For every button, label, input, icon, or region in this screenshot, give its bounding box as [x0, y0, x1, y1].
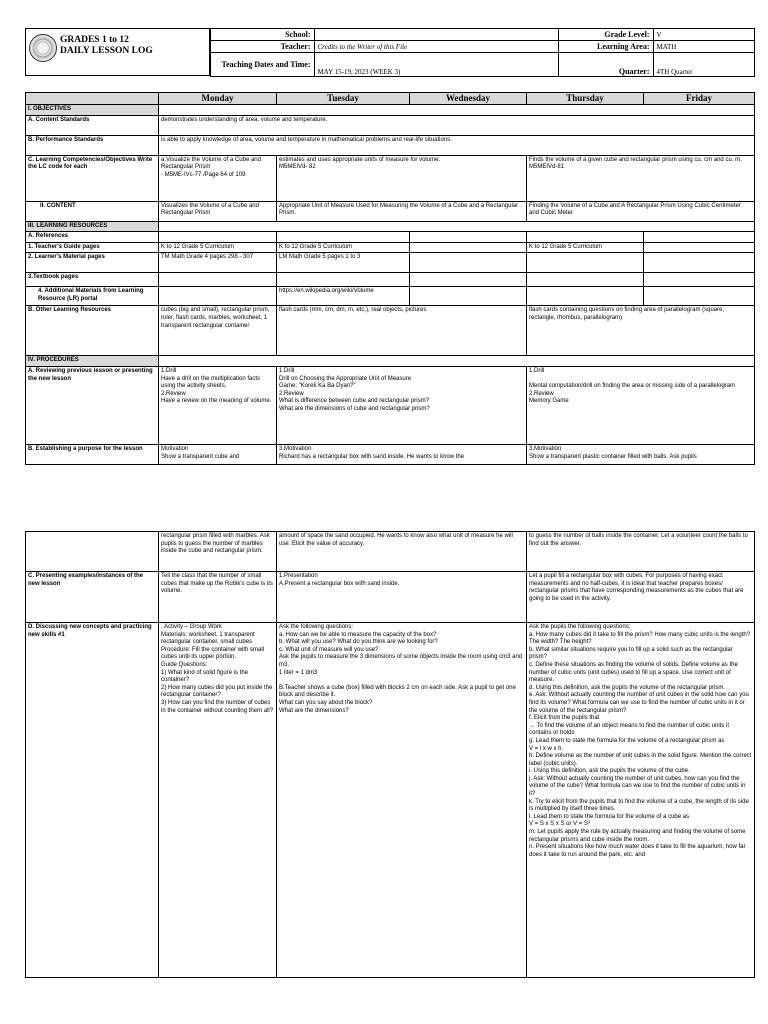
lesson-log-table-page2: [25, 531, 755, 978]
learners-material-monday: TM Math Grade 4 pages 298 - 307: [159, 253, 277, 273]
reviewing-lesson-label: A. Reviewing previous lesson or presenting the new lesson: [26, 366, 159, 444]
discussing-thursday: Ask the pupils the following questions: a. How many cubes did it take to fill the prism? How many cubic units is the length? The width? The height? b. What similar situations require you to fill up a solid such as the rectangular prism? c. Define these situations as finding the volume of solids. Define volume as the number of cubic units (unit cubes) used to fill up a space. Use correct unit of measure. d. Using this definition, ask the pupils the volume of the rectangular prism. e. Ask: Without actually counting the number of unit cubes in the solid how can you find its volume? What formula can we use to find the number of cubic units in it or the volume of the rectangular prism? f. Elicit from the pupils that → To find the volume of an object means to find the number of cubic units it contains or holds g. Lead them to state the formula for the volume of a rectangular prism as V = l x w x h. h. Define volume as the number of unit cubes in the solid figure. Mention the correct label (cubic units). i. Using this definition, ask the pupils the volume of the cube. j. Ask: Without actually counting the number of unit cubes, how can you find the volume of the cube? What formula can we use to find the number of cubic units in it? k. Try to elicit from the pupils that to find the volume of a cube, the length of its side is multiplied by itself three times. l. Lead them to state the formula for the volume of a cube as V = S x S x S or V = S³ m. Let pupils apply the rule by actually measuring and finding the volume of some rectangular prisms and cube inside the room. n. Present situations like how much water does it take to fill the aquarium, how far does it take to run around the park, etc. and: [527, 623, 755, 978]
header-table: [25, 28, 755, 77]
performance-standards-value: is able to apply knowledge of area, volume and temperature in mathematical problems and real-life situations.: [159, 135, 755, 155]
teachers-guide-monday: K to 12 Grade 5 Curriculum: [159, 242, 277, 253]
teacher-value: Credits to the Writer of this File: [314, 41, 558, 53]
content-label: II. CONTENT: [26, 201, 159, 221]
purpose-monday: Motivation Show a transparent cube and: [159, 444, 277, 464]
presenting-examples-label: C. Presenting examples/instances of the new lesson: [26, 572, 159, 623]
learners-material-tuesday: LM Math Grade 5 pages 1 to 3: [277, 253, 410, 273]
corner-cell: [26, 93, 159, 105]
learning-area-value: MATH: [653, 41, 754, 53]
learners-material-label: 2. Learner's Material pages: [26, 253, 159, 273]
other-resources-monday: cubes (big and small), rectangular prism, ruler, flash cards, marbles, worksheet, 1 transparent rectangular container: [159, 306, 277, 356]
teachers-guide-label: 1. Teacher's Guide pages: [26, 242, 159, 253]
lc-monday: a.Visualize the Volume of a Cube and Rectangular Prism - M5ME-IVc-77 /Page 64 of 109: [159, 155, 277, 201]
references-label: A. References: [26, 232, 159, 243]
additional-materials-tuesday[interactable]: https://en.wikipedia.org/wiki/Volume: [277, 287, 410, 306]
other-resources-label: B. Other Learning Resources: [26, 306, 159, 356]
purpose-monday-cont: rectangular prism filled with marbles. Ask pupils to guess the number of marbles inside the cube and rectangular prism.: [159, 532, 277, 572]
lesson-log-table-page1: [25, 92, 755, 465]
teachers-guide-thursday: K to 12 Grade 5 Curriculum: [527, 242, 644, 253]
learning-competencies-label: C. Learning Competencies/Objectives Write the LC code for each: [26, 155, 159, 201]
presenting-thursday: Let a pupil fill a rectangular box with cubes. For purposes of having exact measurements and no half-cubes, it is ideal that teacher prepares boxes/ rectangular prisms that have corresponding measurements as the cubes that are going to be used in the activity.: [527, 572, 755, 623]
purpose-thursday-cont: to guess the number of balls inside the container. Let a volunteer count the balls to find out the answer.: [527, 532, 755, 572]
teacher-label: Teacher:: [210, 41, 314, 53]
learning-resources-heading: III. LEARNING RESOURCES: [26, 221, 159, 232]
purpose-tuesday: 3.Motivation Richard has a rectangular box with sand inside. He wants to know the: [277, 444, 527, 464]
content-tuesday: Appropriate Unit of Measure Used for Measuring the Volume of a Cube and a Rectangular Prism.: [277, 201, 527, 221]
content-monday: Visualizes the Volume of a Cube and Rectangular Prism: [159, 201, 277, 221]
content-standards-value: demonstrates understanding of area, volume and temperature.: [159, 115, 755, 135]
quarter-label: Quarter:: [558, 53, 653, 77]
textbook-pages-label: 3.Textbook pages: [26, 273, 159, 287]
purpose-tuesday-cont: amount of space the sand occupied. He wants to know also what unit of measure he will use. Elicit the value of accuracy.: [277, 532, 527, 572]
other-resources-tuesday: flash cards (mm, cm, dm, m, etc.), real objects, pictures: [277, 306, 527, 356]
grade-level-value: V: [653, 29, 754, 41]
day-header-monday: Monday: [159, 93, 277, 105]
teaching-dates-label: Teaching Dates and Time:: [210, 53, 314, 77]
presenting-monday: Tell the class that the number of small cubes that make up the Rubik's cube is its volume.: [159, 572, 277, 623]
grade-level-label: Grade Level:: [558, 29, 653, 41]
discussing-tuesday: Ask the following questions: a. How can we be able to measure the capacity of the box? b. What will you use? What do you think are we looking for? c. What unit of measure will you use? Ask the pupils to measure the 3 dimensions of some objects inside the room using cm3 and m3. 1 liter = 1 dm3 B.Teacher shows a cube (box) filled with blocks 2 cm on each side. Ask a pupil to get one block and describe it. What can you say about the block? What are the dimensions?: [277, 623, 527, 978]
other-resources-thursday: flash cards containing questions on finding area of parallelogram (square, rectangle, rhombus, parallelogram): [527, 306, 755, 356]
school-value: [314, 29, 558, 41]
reviewing-thursday: 1.Drill Mental computation/drill on finding the area or missing side of a parallelogram 2.Review Memory Game: [527, 366, 755, 444]
reviewing-tuesday: 1.Drill Drill on Choosing the Appropriate Unit of Measure Game: "Korek Ka Ba Dyan?" 2.Review What is difference between cube and rectangular prism? What are the dimensions of cube and rectangular prism?: [277, 366, 527, 444]
day-header-tuesday: Tuesday: [277, 93, 410, 105]
purpose-thursday: 3.Motivation Show a transparent plastic container filled with balls. Ask pupils: [527, 444, 755, 464]
performance-standards-label: B. Performance Standards: [26, 135, 159, 155]
quarter-value: 4TH Quarter: [653, 53, 754, 77]
content-thursday: Finding the Volume of a Cube and A Rectangular Prism Using Cubic Centimeter and Cubic Meter: [527, 201, 755, 221]
lc-thursday: Finds the volume of a given cube and rectangular prism using cu. cm and cu. m. M5MEIVd-81: [527, 155, 755, 201]
reviewing-monday: 1.Drill Have a drill on the multiplication facts using the activity sheets. 2.Review Have a review on the meaning of volume.: [159, 366, 277, 444]
school-label: School:: [210, 29, 314, 41]
presenting-tuesday: 1.Presentation A.Present a rectangular box with sand inside.: [277, 572, 527, 623]
objectives-heading: I. OBJECTIVES: [26, 105, 159, 116]
day-header-wednesday: Wednesday: [410, 93, 527, 105]
teachers-guide-tuesday: K to 12 Grade 5 Curriculum: [277, 242, 410, 253]
establishing-purpose-label: B. Establishing a purpose for the lesson: [26, 444, 159, 464]
lc-tuesday: estimates and uses appropriate units of measure for volume. M5MEIVd- 82: [277, 155, 527, 201]
discussing-monday: . Activity – Group Work Materials: worksheet, 1 transparent rectangular container, small cubes Procedure: Fill the container with small cubes until its upper portion. Guide Questions: 1) What kind of solid figure is the container? 2) How many cubes did you put inside the rectangular container? 3) How can you find the number of cubes in the container without counting them all?: [159, 623, 277, 978]
teaching-dates-value: MAY 15-19, 2023 (WEEK 3): [314, 53, 558, 77]
content-standards-label: A. Content Standards: [26, 115, 159, 135]
form-title: GRADES 1 to 12 DAILY LESSON LOG: [60, 35, 153, 56]
additional-materials-label: 4. Additional Materials from Learning Resource (LR) portal: [26, 287, 159, 306]
day-header-thursday: Thursday: [527, 93, 644, 105]
day-header-friday: Friday: [644, 93, 755, 105]
learning-area-label: Learning Area:: [558, 41, 653, 53]
discussing-concepts-label: D. Discussing new concepts and practicing new skills #1: [26, 623, 159, 978]
procedures-heading: IV. PROCEDURES: [26, 356, 159, 367]
